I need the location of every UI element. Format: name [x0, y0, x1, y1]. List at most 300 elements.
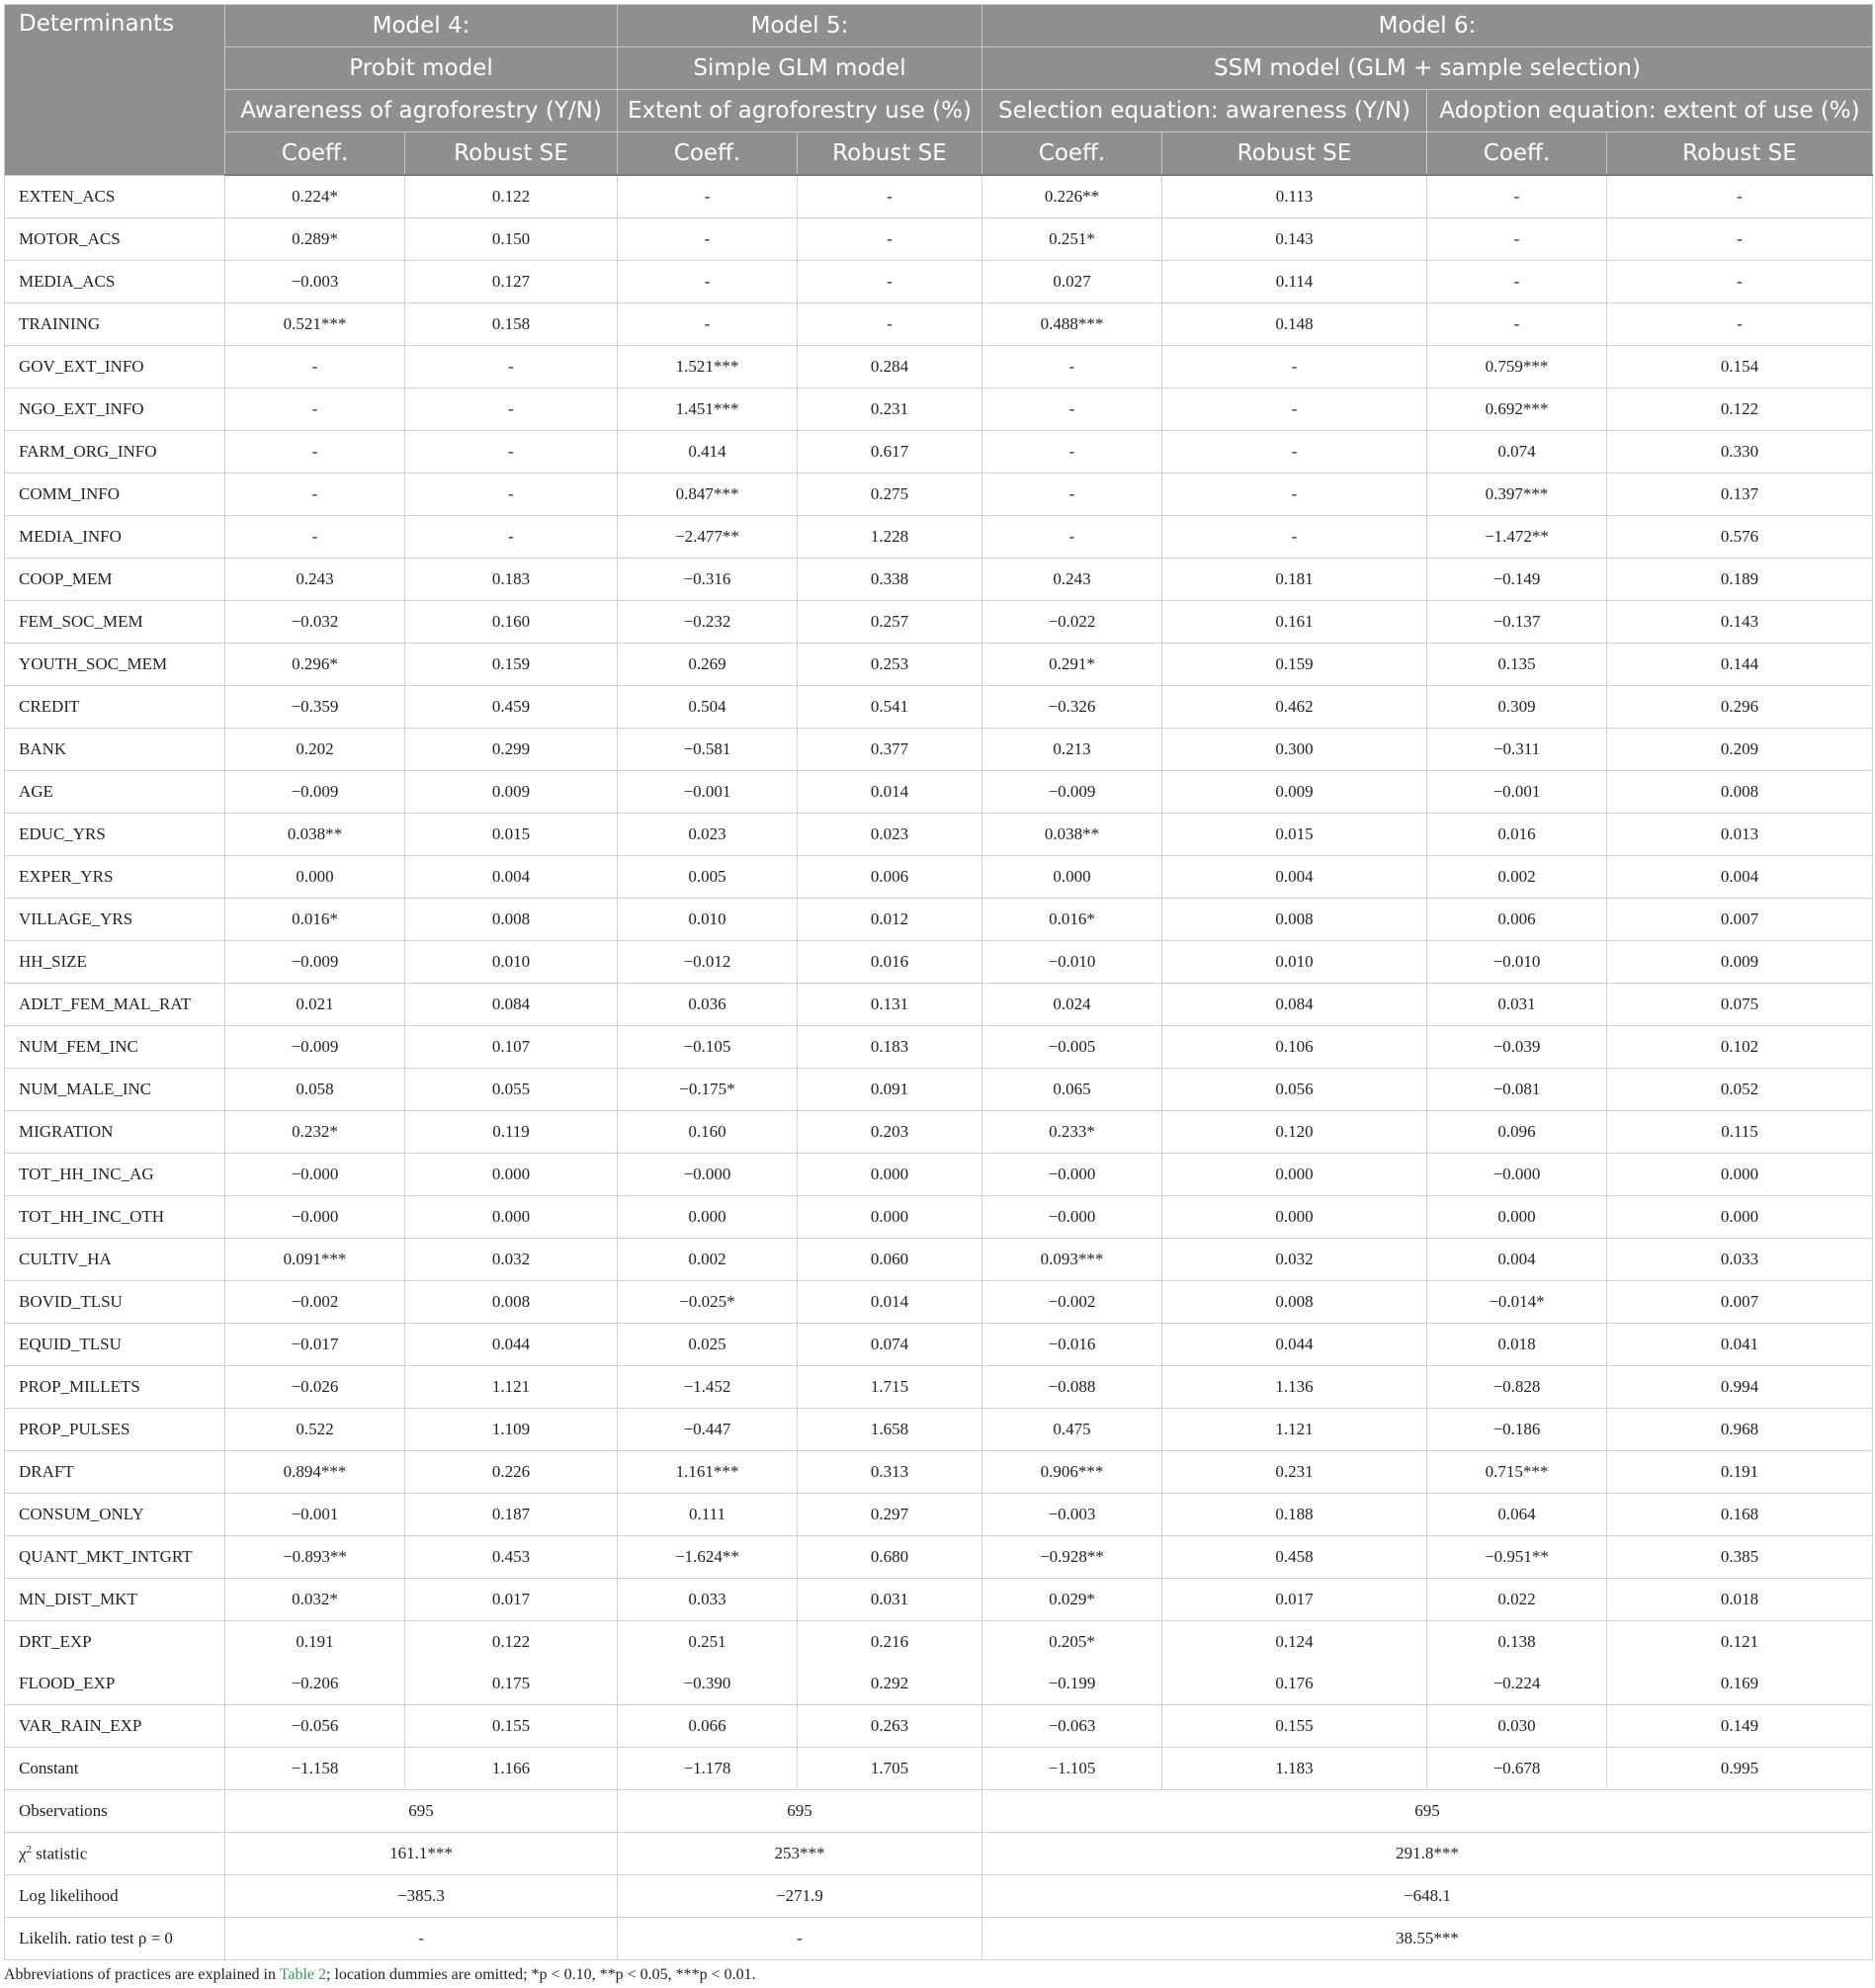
model6-adopt-coeff: 0.715*** [1427, 1451, 1607, 1494]
model6-adopt-se: 0.330 [1607, 431, 1873, 474]
model6-sel-se: 0.032 [1162, 1239, 1427, 1281]
model6-adopt-se: 0.149 [1607, 1705, 1873, 1748]
model6-sel-se: 0.120 [1162, 1111, 1427, 1154]
table-row [5, 1281, 1873, 1324]
stat-label [5, 1833, 225, 1875]
model6-sel-se: 0.155 [1162, 1705, 1427, 1748]
variable-name: MIGRATION [5, 1111, 225, 1154]
model6-adoption-equation: Adoption equation: extent of use (%) [1427, 90, 1873, 132]
model6-sel-coeff: 0.213 [982, 729, 1162, 771]
model5-equation: Extent of agroforestry use (%) [618, 90, 982, 132]
model6-adopt-se: 0.296 [1607, 686, 1873, 729]
model5-coeff: 0.847*** [618, 474, 798, 516]
model4-se: 0.187 [405, 1494, 618, 1536]
variable-name: BANK [5, 729, 225, 771]
model4-coeff: 0.191 [225, 1621, 405, 1664]
model5-se: 0.231 [798, 389, 982, 431]
model6-adopt-se: 0.102 [1607, 1026, 1873, 1069]
model4-coeff: −0.032 [225, 601, 405, 644]
model6-sel-se: 0.009 [1162, 771, 1427, 814]
stat-value-model4: 695 [225, 1790, 618, 1833]
model6-sel-coeff: 0.243 [982, 559, 1162, 601]
model6-adopt-coeff: −0.000 [1427, 1154, 1607, 1196]
model4-coeff: −0.206 [225, 1663, 405, 1705]
variable-name: YOUTH_SOC_MEM [5, 644, 225, 686]
model6-sel-se: 0.124 [1162, 1621, 1427, 1664]
table-row [5, 1663, 1873, 1705]
stat-value-model5: −271.9 [618, 1875, 982, 1918]
table-row [5, 771, 1873, 814]
model5-se: 0.617 [798, 431, 982, 474]
variable-name: PROP_PULSES [5, 1409, 225, 1451]
model6-adopt-coeff: −0.678 [1427, 1748, 1607, 1790]
model6-adopt-coeff: 0.031 [1427, 984, 1607, 1026]
model6-sel-coeff: −0.000 [982, 1154, 1162, 1196]
model4-se: 0.459 [405, 686, 618, 729]
model6-selection-equation: Selection equation: awareness (Y/N) [982, 90, 1427, 132]
variable-name: FARM_ORG_INFO [5, 431, 225, 474]
model4-se: 0.299 [405, 729, 618, 771]
model4-subtitle: Probit model [225, 47, 618, 90]
variable-name: NUM_MALE_INC [5, 1069, 225, 1111]
variable-name: DRAFT [5, 1451, 225, 1494]
model5-se: 1.658 [798, 1409, 982, 1451]
model6-sel-coeff: 0.233* [982, 1111, 1162, 1154]
table-row [5, 1026, 1873, 1069]
table-body [5, 175, 1873, 1790]
model6-adopt-coeff: 0.309 [1427, 686, 1607, 729]
model6-sel-se: 0.000 [1162, 1196, 1427, 1239]
model6-adopt-se: 0.143 [1607, 601, 1873, 644]
table-row [5, 1536, 1873, 1579]
table-row [5, 1705, 1873, 1748]
coeff-header: Coeff. [1427, 132, 1607, 176]
model6-sel-coeff: −0.199 [982, 1663, 1162, 1705]
coeff-header: Coeff. [982, 132, 1162, 176]
model6-adopt-se: 0.154 [1607, 346, 1873, 389]
model4-coeff: −0.001 [225, 1494, 405, 1536]
model5-coeff: −0.000 [618, 1154, 798, 1196]
model6-sel-coeff: −0.088 [982, 1366, 1162, 1409]
model6-adopt-se: 0.000 [1607, 1154, 1873, 1196]
stat-value-model5: 695 [618, 1790, 982, 1833]
model6-adopt-coeff: 0.030 [1427, 1705, 1607, 1748]
model4-se: 0.008 [405, 1281, 618, 1324]
model6-adopt-coeff: −0.010 [1427, 941, 1607, 984]
model5-coeff: 0.066 [618, 1705, 798, 1748]
model6-sel-coeff: −0.010 [982, 941, 1162, 984]
model6-adopt-coeff: 0.064 [1427, 1494, 1607, 1536]
variable-name: ADLT_FEM_MAL_RAT [5, 984, 225, 1026]
model5-se: 0.275 [798, 474, 982, 516]
stats-row-loglik [5, 1875, 1873, 1918]
model5-se: 0.006 [798, 856, 982, 899]
model5-se: - [798, 218, 982, 261]
variable-name: TOT_HH_INC_OTH [5, 1196, 225, 1239]
model6-sel-se: 0.114 [1162, 261, 1427, 303]
model4-coeff: −0.009 [225, 941, 405, 984]
model5-coeff: −0.105 [618, 1026, 798, 1069]
model6-sel-se: 0.181 [1162, 559, 1427, 601]
variable-name: EXPER_YRS [5, 856, 225, 899]
table-row [5, 516, 1873, 559]
model5-se: 0.313 [798, 1451, 982, 1494]
model5-coeff: 0.251 [618, 1621, 798, 1664]
model4-coeff: −0.003 [225, 261, 405, 303]
model5-se: 0.292 [798, 1663, 982, 1705]
model5-coeff: - [618, 303, 798, 346]
model6-adopt-se: 0.994 [1607, 1366, 1873, 1409]
model4-se: 1.121 [405, 1366, 618, 1409]
model6-adopt-se: 0.007 [1607, 899, 1873, 941]
model6-sel-coeff: −0.326 [982, 686, 1162, 729]
model4-se: 0.032 [405, 1239, 618, 1281]
model4-se: 0.015 [405, 814, 618, 856]
model4-se: 0.159 [405, 644, 618, 686]
model6-adopt-coeff: −0.081 [1427, 1069, 1607, 1111]
model6-adopt-se: 0.144 [1607, 644, 1873, 686]
model6-sel-se: 0.300 [1162, 729, 1427, 771]
model5-se: 0.014 [798, 1281, 982, 1324]
variable-name: QUANT_MKT_INTGRT [5, 1536, 225, 1579]
model6-adopt-coeff: −0.014* [1427, 1281, 1607, 1324]
variable-name: MEDIA_INFO [5, 516, 225, 559]
model6-adopt-coeff: 0.016 [1427, 814, 1607, 856]
model5-coeff: 0.005 [618, 856, 798, 899]
model5-coeff: −0.316 [618, 559, 798, 601]
stat-label: Log likelihood [5, 1875, 225, 1918]
model5-se: 0.216 [798, 1621, 982, 1664]
model4-coeff: −0.893** [225, 1536, 405, 1579]
table-row [5, 218, 1873, 261]
model6-sel-coeff: 0.027 [982, 261, 1162, 303]
model6-adopt-coeff: 0.018 [1427, 1324, 1607, 1366]
chi-superscript: 2 [26, 1843, 33, 1856]
model4-coeff: 0.289* [225, 218, 405, 261]
variable-name: GOV_EXT_INFO [5, 346, 225, 389]
model6-adopt-coeff: −0.149 [1427, 559, 1607, 601]
model4-se: 0.009 [405, 771, 618, 814]
variable-name: Constant [5, 1748, 225, 1790]
model4-se: 0.010 [405, 941, 618, 984]
model4-coeff: −0.017 [225, 1324, 405, 1366]
model4-coeff: −0.009 [225, 1026, 405, 1069]
chi-label-text: statistic [32, 1844, 88, 1863]
model5-se: 0.541 [798, 686, 982, 729]
table-row [5, 1196, 1873, 1239]
model6-adopt-se: 0.968 [1607, 1409, 1873, 1451]
model6-adopt-se: 0.018 [1607, 1579, 1873, 1621]
model4-se: 0.122 [405, 175, 618, 218]
model5-se: 0.257 [798, 601, 982, 644]
model5-se: 0.203 [798, 1111, 982, 1154]
model4-coeff: −0.026 [225, 1366, 405, 1409]
model6-adopt-coeff: 0.759*** [1427, 346, 1607, 389]
model4-se: 1.109 [405, 1409, 618, 1451]
table-footnote [4, 1966, 1872, 1984]
model4-coeff: - [225, 431, 405, 474]
model6-adopt-se: 0.169 [1607, 1663, 1873, 1705]
table-row [5, 1154, 1873, 1196]
model4-se: 0.175 [405, 1663, 618, 1705]
model6-adopt-coeff: 0.022 [1427, 1579, 1607, 1621]
variable-name: BOVID_TLSU [5, 1281, 225, 1324]
model5-se: 0.012 [798, 899, 982, 941]
model6-adopt-coeff: −0.137 [1427, 601, 1607, 644]
model6-sel-coeff: 0.475 [982, 1409, 1162, 1451]
model6-sel-coeff: 0.906*** [982, 1451, 1162, 1494]
variable-name: AGE [5, 771, 225, 814]
model4-se: 0.158 [405, 303, 618, 346]
model6-sel-se: - [1162, 346, 1427, 389]
model6-sel-se: 0.176 [1162, 1663, 1427, 1705]
model6-sel-se: 0.113 [1162, 175, 1427, 218]
model4-se: 0.084 [405, 984, 618, 1026]
model4-se: 0.119 [405, 1111, 618, 1154]
table-header [5, 5, 1873, 176]
model6-adopt-se: 0.121 [1607, 1621, 1873, 1664]
model4-coeff: −0.009 [225, 771, 405, 814]
model4-coeff: 0.232* [225, 1111, 405, 1154]
stat-value-model4: 161.1*** [225, 1833, 618, 1875]
model6-sel-coeff: −1.105 [982, 1748, 1162, 1790]
model5-coeff: −2.477** [618, 516, 798, 559]
model6-sel-coeff: 0.291* [982, 644, 1162, 686]
model6-adopt-coeff: 0.135 [1427, 644, 1607, 686]
model6-sel-se: 0.010 [1162, 941, 1427, 984]
model4-se: 0.055 [405, 1069, 618, 1111]
variable-name: FLOOD_EXP [5, 1663, 225, 1705]
model6-adopt-se: 0.209 [1607, 729, 1873, 771]
model4-se: 0.453 [405, 1536, 618, 1579]
table-row [5, 1451, 1873, 1494]
variable-name: VAR_RAIN_EXP [5, 1705, 225, 1748]
model6-adopt-se: 0.009 [1607, 941, 1873, 984]
model6-adopt-se: 0.385 [1607, 1536, 1873, 1579]
table-2-link[interactable]: Table 2 [279, 1966, 327, 1983]
table-row [5, 644, 1873, 686]
model6-sel-coeff: −0.016 [982, 1324, 1162, 1366]
model6-sel-se: 0.056 [1162, 1069, 1427, 1111]
model6-adopt-se: 0.033 [1607, 1239, 1873, 1281]
model6-adopt-se: 0.004 [1607, 856, 1873, 899]
model5-se: 0.000 [798, 1154, 982, 1196]
model6-sel-se: 0.231 [1162, 1451, 1427, 1494]
model5-coeff: 0.036 [618, 984, 798, 1026]
model5-coeff: −0.232 [618, 601, 798, 644]
variable-name: FEM_SOC_MEM [5, 601, 225, 644]
model6-sel-coeff: - [982, 346, 1162, 389]
model5-se: 0.253 [798, 644, 982, 686]
variable-name: CREDIT [5, 686, 225, 729]
model6-adopt-se: 0.007 [1607, 1281, 1873, 1324]
model4-title: Model 4: [225, 5, 618, 47]
model6-sel-coeff: 0.226** [982, 175, 1162, 218]
model4-coeff: −0.056 [225, 1705, 405, 1748]
model6-sel-coeff: 0.016* [982, 899, 1162, 941]
model5-se: 0.031 [798, 1579, 982, 1621]
table-row [5, 261, 1873, 303]
model6-sel-se: 0.084 [1162, 984, 1427, 1026]
table-row [5, 1324, 1873, 1366]
model6-sel-coeff: - [982, 516, 1162, 559]
model5-se: 0.091 [798, 1069, 982, 1111]
table-row [5, 1409, 1873, 1451]
model5-coeff: 0.000 [618, 1196, 798, 1239]
model6-adopt-coeff: 0.006 [1427, 899, 1607, 941]
model6-sel-se: 0.004 [1162, 856, 1427, 899]
model6-subtitle: SSM model (GLM + sample selection) [982, 47, 1873, 90]
stat-label: Likelih. ratio test ρ = 0 [5, 1918, 225, 1960]
stats-row-chi2 [5, 1833, 1873, 1875]
table-stats [5, 1790, 1873, 1960]
table-row [5, 856, 1873, 899]
model4-se: 0.000 [405, 1196, 618, 1239]
model5-se: 0.023 [798, 814, 982, 856]
variable-name: NGO_EXT_INFO [5, 389, 225, 431]
variable-name: EXTEN_ACS [5, 175, 225, 218]
model6-sel-coeff: 0.251* [982, 218, 1162, 261]
se-header: Robust SE [1162, 132, 1427, 176]
model6-sel-coeff: 0.065 [982, 1069, 1162, 1111]
model5-coeff: −0.012 [618, 941, 798, 984]
model5-coeff: −0.581 [618, 729, 798, 771]
model5-title: Model 5: [618, 5, 982, 47]
stat-label: Observations [5, 1790, 225, 1833]
model5-coeff: 0.002 [618, 1239, 798, 1281]
model5-se: 1.705 [798, 1748, 982, 1790]
model5-se: - [798, 261, 982, 303]
model4-se: 0.107 [405, 1026, 618, 1069]
model4-coeff: 0.521*** [225, 303, 405, 346]
model4-se: - [405, 516, 618, 559]
stat-value-model4: - [225, 1918, 618, 1960]
model5-coeff: −0.175* [618, 1069, 798, 1111]
model6-adopt-coeff: - [1427, 175, 1607, 218]
model4-coeff: 0.296* [225, 644, 405, 686]
model4-coeff: 0.243 [225, 559, 405, 601]
model6-sel-se: 0.017 [1162, 1579, 1427, 1621]
model4-se: 0.150 [405, 218, 618, 261]
model4-coeff: 0.038** [225, 814, 405, 856]
model6-adopt-se: 0.052 [1607, 1069, 1873, 1111]
model4-coeff: 0.202 [225, 729, 405, 771]
model4-se: 0.017 [405, 1579, 618, 1621]
model6-adopt-coeff: −0.001 [1427, 771, 1607, 814]
stats-row-observations [5, 1790, 1873, 1833]
model5-se: 0.014 [798, 771, 982, 814]
table-row [5, 1748, 1873, 1790]
model6-adopt-coeff: −1.472** [1427, 516, 1607, 559]
stat-value-model6: 291.8*** [982, 1833, 1873, 1875]
se-header: Robust SE [405, 132, 618, 176]
chi-symbol: χ [19, 1844, 27, 1863]
model6-adopt-coeff: - [1427, 218, 1607, 261]
model6-adopt-se: - [1607, 175, 1873, 218]
model5-coeff: 0.023 [618, 814, 798, 856]
model4-coeff: 0.032* [225, 1579, 405, 1621]
table-row [5, 175, 1873, 218]
model4-coeff: 0.894*** [225, 1451, 405, 1494]
model6-adopt-coeff: 0.692*** [1427, 389, 1607, 431]
model5-coeff: 0.033 [618, 1579, 798, 1621]
model6-sel-coeff: −0.022 [982, 601, 1162, 644]
variable-name: MN_DIST_MKT [5, 1579, 225, 1621]
model6-adopt-coeff: 0.004 [1427, 1239, 1607, 1281]
model5-se: 0.297 [798, 1494, 982, 1536]
table-row [5, 1621, 1873, 1664]
model4-coeff: - [225, 474, 405, 516]
model5-coeff: −1.452 [618, 1366, 798, 1409]
model6-adopt-se: 0.995 [1607, 1748, 1873, 1790]
model5-coeff: −0.025* [618, 1281, 798, 1324]
model5-se: - [798, 303, 982, 346]
model4-se: 0.122 [405, 1621, 618, 1664]
model6-sel-se: 0.148 [1162, 303, 1427, 346]
variable-name: PROP_MILLETS [5, 1366, 225, 1409]
model6-sel-coeff: −0.928** [982, 1536, 1162, 1579]
variable-name: HH_SIZE [5, 941, 225, 984]
model6-sel-se: 0.008 [1162, 1281, 1427, 1324]
model6-adopt-se: - [1607, 261, 1873, 303]
model6-adopt-se: 0.191 [1607, 1451, 1873, 1494]
model5-coeff: 1.451*** [618, 389, 798, 431]
model6-sel-coeff: 0.000 [982, 856, 1162, 899]
model6-adopt-coeff: 0.397*** [1427, 474, 1607, 516]
model6-sel-se: 1.183 [1162, 1748, 1427, 1790]
table-row [5, 686, 1873, 729]
model5-coeff: 0.010 [618, 899, 798, 941]
model6-adopt-se: 0.013 [1607, 814, 1873, 856]
model4-coeff: 0.000 [225, 856, 405, 899]
model6-sel-se: - [1162, 474, 1427, 516]
model4-coeff: −0.359 [225, 686, 405, 729]
model6-adopt-coeff: −0.224 [1427, 1663, 1607, 1705]
model5-coeff: 1.521*** [618, 346, 798, 389]
model6-adopt-se: 0.189 [1607, 559, 1873, 601]
model6-sel-coeff: −0.063 [982, 1705, 1162, 1748]
model6-adopt-se: 0.115 [1607, 1111, 1873, 1154]
model6-title: Model 6: [982, 5, 1873, 47]
model6-adopt-coeff: 0.074 [1427, 431, 1607, 474]
variable-name: CULTIV_HA [5, 1239, 225, 1281]
model6-sel-coeff: 0.024 [982, 984, 1162, 1026]
model5-coeff: - [618, 261, 798, 303]
table-row [5, 474, 1873, 516]
model4-coeff: 0.021 [225, 984, 405, 1026]
model4-coeff: 0.016* [225, 899, 405, 941]
table-row [5, 1579, 1873, 1621]
variable-name: TRAINING [5, 303, 225, 346]
model6-adopt-coeff: 0.002 [1427, 856, 1607, 899]
variable-name: VILLAGE_YRS [5, 899, 225, 941]
table-row [5, 303, 1873, 346]
model6-sel-se: 0.044 [1162, 1324, 1427, 1366]
model6-adopt-coeff: 0.096 [1427, 1111, 1607, 1154]
model5-coeff: −1.178 [618, 1748, 798, 1790]
model6-sel-coeff: - [982, 474, 1162, 516]
footnote-text: Abbreviations of practices are explained in [4, 1966, 280, 1983]
stats-row-lrtest [5, 1918, 1873, 1960]
model6-adopt-coeff: - [1427, 261, 1607, 303]
model6-sel-se: 0.188 [1162, 1494, 1427, 1536]
model6-adopt-coeff: 0.138 [1427, 1621, 1607, 1664]
table-row [5, 1069, 1873, 1111]
model4-se: 0.160 [405, 601, 618, 644]
table-row [5, 1494, 1873, 1536]
model4-coeff: −1.158 [225, 1748, 405, 1790]
model6-sel-coeff: −0.000 [982, 1196, 1162, 1239]
